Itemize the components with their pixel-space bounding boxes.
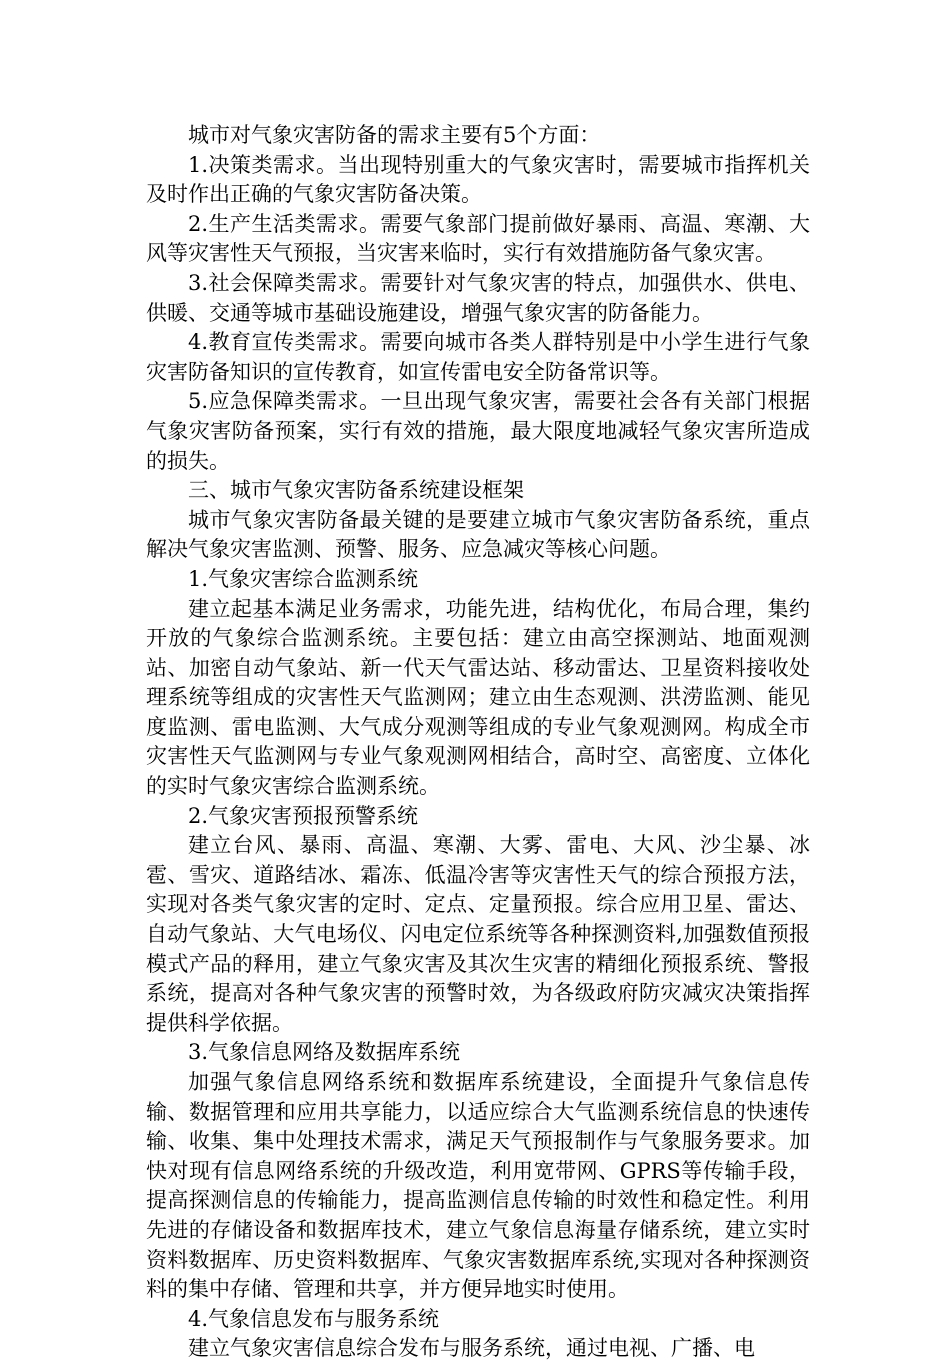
document-body bbox=[146, 121, 810, 1364]
item-emergency-needs: 5.应急保障类需求。一旦出现气象灾害，需要社会各有关部门根据气象灾害防备预案，实行有效的措施，最大限度地减轻气象灾害所造成的损失。 bbox=[146, 389, 810, 473]
release-paragraph: 建立气象灾害信息综合发布与服务系统，通过电视、广播、电 bbox=[188, 1336, 755, 1361]
forecast-paragraph: 建立台风、暴雨、高温、寒潮、大雾、雷电、大风、沙尘暴、冰雹、雪灾、道路结冰、霜冻、低温冷害等灾害性天气的综合预报方法，实现对各类气象灾害的定时、定点、定量预报。综合应用卫星、雷达、自动气象站、大气电场仪、闪电定位系统等各种探测资料,加强数值预报模式产品的释用，建立气象灾害及其次生灾害的精细化预报系统、警报系统，提高对各种气象灾害的预警时效，为各级政府防灾减灾决策指挥提供科学依据。 bbox=[146, 833, 810, 1035]
subheading-network-database: 3.气象信息网络及数据库系统 bbox=[188, 1040, 461, 1065]
subheading-forecast-system: 2.气象灾害预报预警系统 bbox=[188, 803, 419, 828]
item-social-security-needs: 3.社会保障类需求。需要针对气象灾害的特点，加强供水、供电、供暖、交通等城市基础设施建设，增强气象灾害的防备能力。 bbox=[146, 270, 810, 325]
section-heading-framework: 三、城市气象灾害防备系统建设框架 bbox=[188, 478, 524, 503]
monitoring-paragraph: 建立起基本满足业务需求，功能先进，结构优化，布局合理，集约开放的气象综合监测系统。主要包括：建立由高空探测站、地面观测站、加密自动气象站、新一代天气雷达站、移动雷达、卫星资料接收处理系统等组成的灾害性天气监测网；建立由生态观测、洪涝监测、能见度监测、雷电监测、大气成分观测等组成的专业气象观测网。构成全市灾害性天气监测网与专业气象观测网相结合，高时空、高密度、立体化的实时气象灾害综合监测系统。 bbox=[146, 596, 810, 799]
network-paragraph: 加强气象信息网络系统和数据库系统建设，全面提升气象信息传输、数据管理和应用共享能力，以适应综合大气监测系统信息的快速传输、收集、集中处理技术需求，满足天气预报制作与气象服务要求。加快对现有信息网络系统的升级改造，利用宽带网、GPRS等传输手段，提高探测信息的传输能力，提高监测信息传输的时效性和稳定性。利用先进的存储设备和数据库技术，建立气象信息海量存储系统，建立实时资料数据库、历史资料数据库、气象灾害数据库系统,实现对各种探测资料的集中存储、管理和共享，并方便异地实时使用。 bbox=[146, 1070, 810, 1302]
framework-paragraph: 城市气象灾害防备最关键的是要建立城市气象灾害防备系统，重点解决气象灾害监测、预警、服务、应急减灾等核心问题。 bbox=[146, 507, 810, 562]
item-decision-needs: 1.决策类需求。当出现特别重大的气象灾害时，需要城市指挥机关及时作出正确的气象灾害防备决策。 bbox=[146, 152, 810, 207]
item-education-needs: 4.教育宣传类需求。需要向城市各类人群特别是中小学生进行气象灾害防备知识的宣传教育，如宣传雷电安全防备常识等。 bbox=[146, 330, 810, 384]
intro-paragraph: 城市对气象灾害防备的需求主要有5个方面： bbox=[188, 123, 601, 147]
subheading-monitoring-system: 1.气象灾害综合监测系统 bbox=[188, 566, 419, 591]
subheading-release-service: 4.气象信息发布与服务系统 bbox=[188, 1306, 440, 1331]
item-production-life-needs: 2.生产生活类需求。需要气象部门提前做好暴雨、高温、寒潮、大风等灾害性天气预报，当灾害来临时，实行有效措施防备气象灾害。 bbox=[146, 211, 810, 266]
